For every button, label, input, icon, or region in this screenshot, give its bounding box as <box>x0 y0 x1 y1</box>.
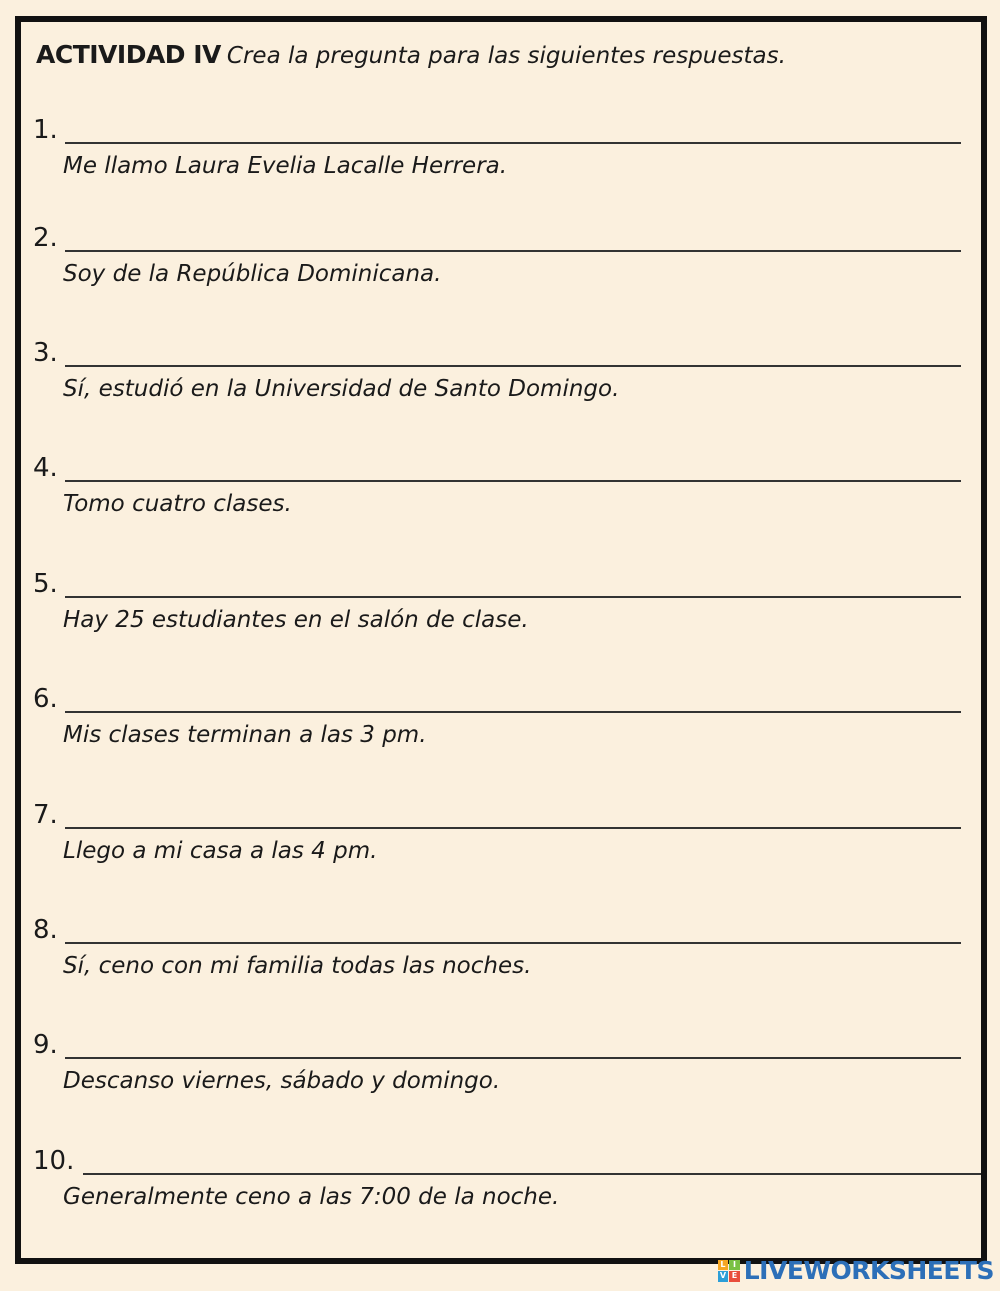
item-number: 8. <box>33 915 58 945</box>
item-number: 10. <box>33 1146 75 1176</box>
given-answer: Generalmente ceno a las 7:00 de la noche. <box>63 1184 560 1210</box>
logo-badge-letter: I <box>729 1260 740 1271</box>
activity-title <box>36 40 786 69</box>
item-number: 6. <box>33 684 58 714</box>
question-input-7[interactable] <box>65 804 961 828</box>
given-answer: Mis clases terminan a las 3 pm. <box>63 722 427 748</box>
question-input-1[interactable] <box>65 119 961 143</box>
question-item-8 <box>21 915 981 1005</box>
item-number: 7. <box>33 800 58 830</box>
question-item-5 <box>21 569 981 659</box>
item-number: 2. <box>33 223 58 253</box>
given-answer: Sí, ceno con mi familia todas las noches. <box>63 953 532 979</box>
given-answer: Tomo cuatro clases. <box>63 491 292 517</box>
logo-badge-letter: V <box>718 1271 729 1282</box>
given-answer: Sí, estudió en la Universidad de Santo Domingo. <box>63 376 620 402</box>
question-item-2 <box>21 223 981 313</box>
question-item-7 <box>21 800 981 890</box>
question-input-9[interactable] <box>65 1034 961 1058</box>
question-item-1 <box>21 115 981 205</box>
given-answer: Llego a mi casa a las 4 pm. <box>63 838 378 864</box>
given-answer: Hay 25 estudiantes en el salón de clase. <box>63 607 529 633</box>
worksheet-frame <box>15 16 987 1264</box>
given-answer: Descanso viernes, sábado y domingo. <box>63 1068 501 1094</box>
item-number: 4. <box>33 453 58 483</box>
activity-label: ACTIVIDAD IV <box>36 40 221 69</box>
question-input-3[interactable] <box>65 342 961 366</box>
logo-badge-icon <box>718 1260 740 1282</box>
logo-badge-letter: L <box>718 1260 729 1271</box>
question-item-6 <box>21 684 981 774</box>
liveworksheets-logo <box>718 1256 994 1285</box>
item-number: 1. <box>33 115 58 145</box>
question-input-5[interactable] <box>65 573 961 597</box>
question-input-4[interactable] <box>65 457 961 481</box>
question-input-2[interactable] <box>65 227 961 251</box>
item-number: 3. <box>33 338 58 368</box>
item-number: 9. <box>33 1030 58 1060</box>
activity-instruction: Crea la pregunta para las siguientes respuestas. <box>226 43 786 69</box>
question-item-9 <box>21 1030 981 1120</box>
question-item-3 <box>21 338 981 428</box>
question-item-10 <box>21 1146 981 1236</box>
question-input-6[interactable] <box>65 688 961 712</box>
given-answer: Me llamo Laura Evelia Lacalle Herrera. <box>63 153 508 179</box>
question-input-8[interactable] <box>65 919 961 943</box>
logo-badge-letter: E <box>729 1271 740 1282</box>
question-input-10[interactable] <box>83 1150 981 1174</box>
item-number: 5. <box>33 569 58 599</box>
given-answer: Soy de la República Dominicana. <box>63 261 442 287</box>
question-item-4 <box>21 453 981 543</box>
logo-text: LIVEWORKSHEETS <box>743 1256 994 1285</box>
